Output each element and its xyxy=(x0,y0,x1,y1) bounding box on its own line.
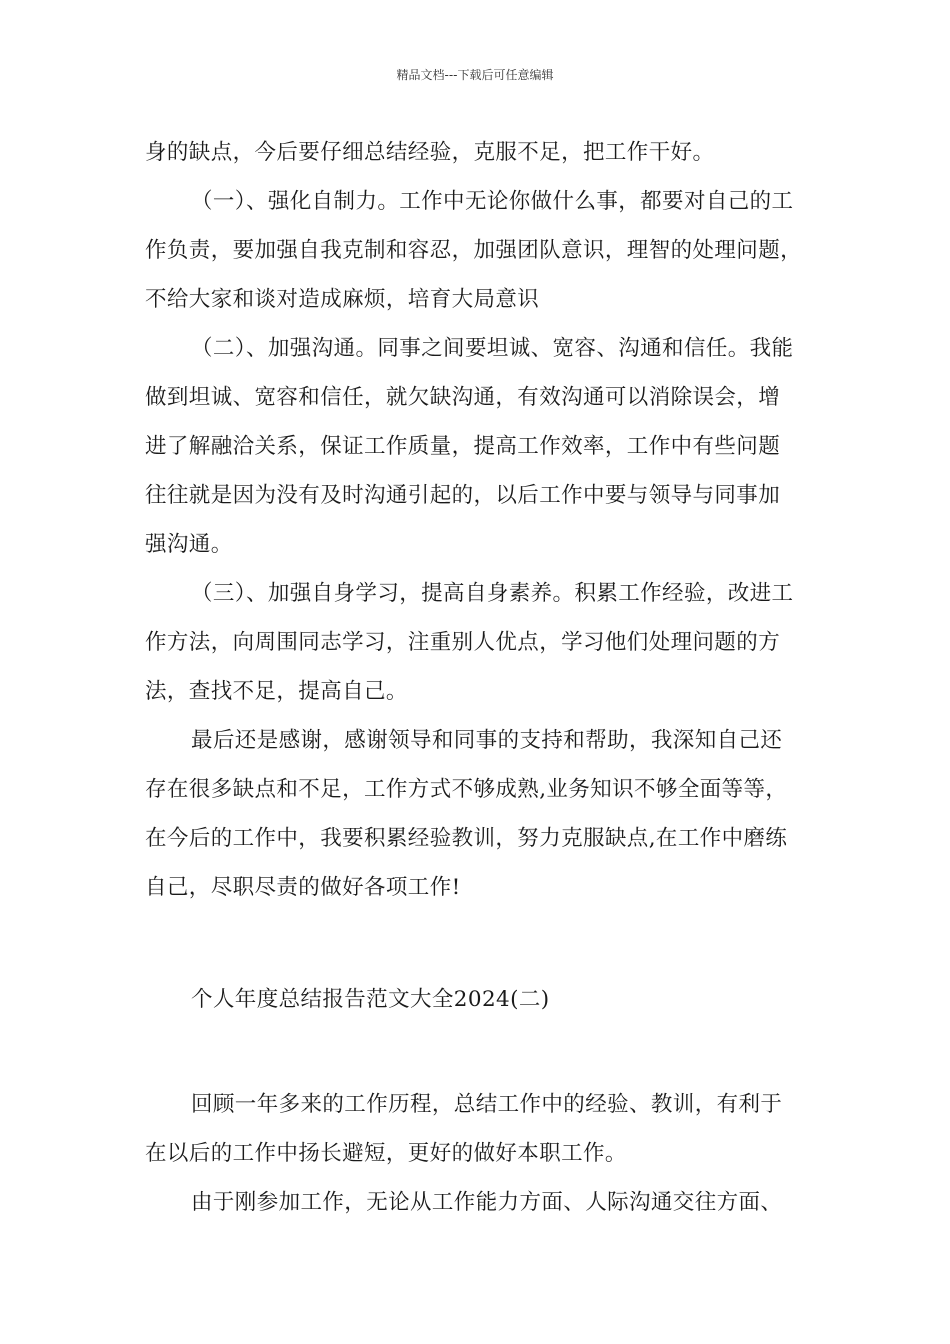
text-line: 法，查找不足，提高自己。 xyxy=(145,679,408,704)
page-header: 精品文档---下载后可任意编辑 xyxy=(396,68,554,82)
text-line: 进了解融洽关系，保证工作质量，提高工作效率，工作中有些问题 xyxy=(145,434,781,459)
text-line: 作负责，要加强自我克制和容忍，加强团队意识，理智的处理问题， xyxy=(145,238,803,263)
text-line: （二）、加强沟通。同事之间要坦诚、宽容、沟通和信任。我能 xyxy=(191,336,794,361)
text-line: 在以后的工作中扬长避短，更好的做好本职工作。 xyxy=(145,1141,627,1166)
text-line: 强沟通。 xyxy=(145,532,233,557)
text-line: 在今后的工作中，我要积累经验教训，努力克服缺点,在工作中磨练 xyxy=(145,826,788,851)
text-line: （一）、强化自制力。工作中无论你做什么事，都要对自己的工 xyxy=(191,189,794,214)
text-line: 不给大家和谈对造成麻烦，培育大局意识 xyxy=(145,287,540,312)
text-line: 回顾一年多来的工作历程，总结工作中的经验、教训，有利于 xyxy=(191,1092,783,1117)
text-line: 做到坦诚、宽容和信任，就欠缺沟通，有效沟通可以消除误会，增 xyxy=(145,385,781,410)
text-line: （三）、加强自身学习，提高自身素养。积累工作经验，改进工 xyxy=(191,581,794,606)
text-line: 往往就是因为没有及时沟通引起的，以后工作中要与领导与同事加 xyxy=(145,483,781,508)
body-section-1 xyxy=(145,128,820,912)
body-section-2 xyxy=(145,1080,820,1227)
section-title: 个人年度总结报告范文大全2024(二) xyxy=(191,987,550,1012)
text-line: 最后还是感谢，感谢领导和同事的支持和帮助，我深知自己还 xyxy=(191,728,783,753)
text-line: 作方法，向周围同志学习，注重别人优点，学习他们处理问题的方 xyxy=(145,630,781,655)
text-line: 自己，尽职尽责的做好各项工作! xyxy=(145,875,461,900)
text-line: 由于刚参加工作，无论从工作能力方面、人际沟通交往方面、 xyxy=(191,1190,783,1215)
text-line: 身的缺点，今后要仔细总结经验，克服不足，把工作干好。 xyxy=(145,140,715,165)
text-line: 存在很多缺点和不足，工作方式不够成熟,业务知识不够全面等等， xyxy=(145,777,788,802)
